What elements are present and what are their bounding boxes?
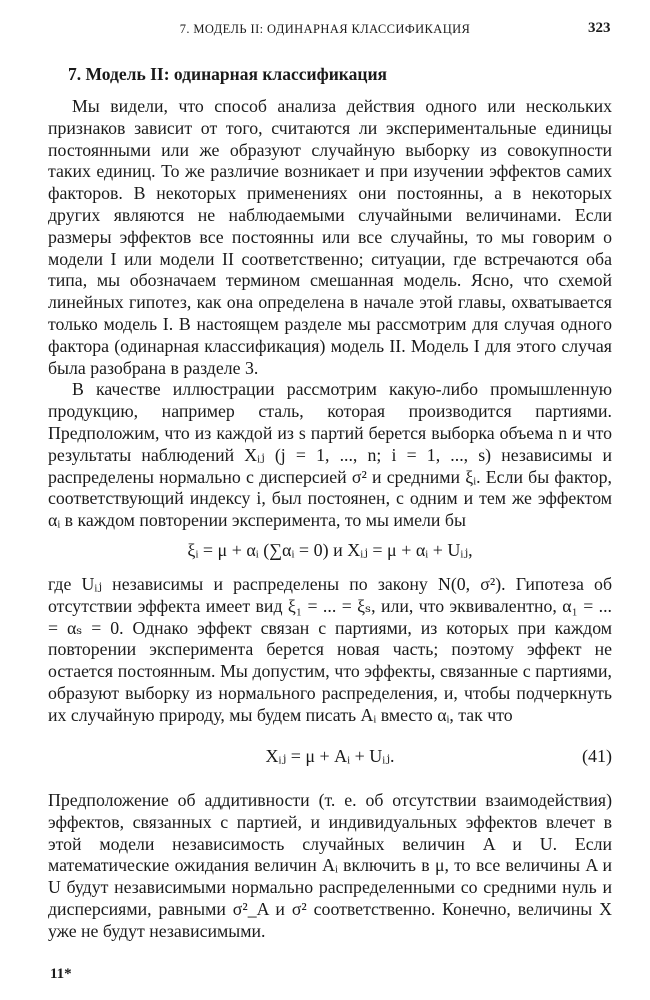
paragraph-1: Мы видели, что способ анализа действия одного или нескольких признаков зависит от того, считаются ли экспериментальные единицы постоянными или же образуют случайную выборку из совокупности таких единиц. То же различие возникает и при изучении эффектов самих факторов. В некоторых применениях они постоянны, а в некоторых других являются не наблюдаемыми случайными величинами. Если размеры эффектов все постоянны или все случайны, то мы говорим о модели I или модели II соответственно; ситуации, где встречаются оба типа, мы обозначаем термином смешанная модель. Ясно, что схемой линейных гипотез, как она определена в начале этой главы, охватывается только модель I. В настоящем разделе мы рассмотрим для случая одного фактора (одинарная классификация) модель II. Модель I для этого случая была разобрана в разделе 3.	[48, 96, 612, 378]
paragraph-block-4	[48, 790, 612, 943]
formula-41	[48, 746, 612, 767]
paragraph-4: Предположение об аддитивности (т. е. об отсутствии взаимодействия) эффектов, связанных с партией, и индивидуальных эффектов влечет в этой модели независимость случайных величин A и U. Если математические ожидания величин Aᵢ включить в μ, то все величины A и U будут независимыми нормально распределенными со средними нуль и дисперсиями, равными σ²_A и σ² соответственно. Конечно, величины X уже не будут независимыми.	[48, 790, 612, 941]
page-number: 323	[588, 20, 611, 36]
formula-41-body: Xᵢⱼ = μ + Aᵢ + Uᵢⱼ.	[265, 746, 395, 766]
formula-xi-alpha: ξᵢ = μ + αᵢ (∑αᵢ = 0) и Xᵢⱼ = μ + αᵢ + Uᵢⱼ,	[187, 540, 473, 560]
section-title: 7. Модель II: одинарная классификация	[68, 64, 388, 84]
paragraph-block-3	[48, 574, 612, 727]
signature-mark: 11*	[50, 966, 72, 982]
equation-number: (41)	[582, 746, 612, 766]
paragraph-block-1	[48, 96, 612, 532]
running-head: 7. МОДЕЛЬ II: ОДИНАРНАЯ КЛАССИФИКАЦИЯ	[179, 22, 471, 36]
paragraph-2: В качестве иллюстрации рассмотрим какую-либо промышленную продукцию, например сталь, которая производится партиями. Предположим, что из каждой из s партий берется выборка объема n и что результаты наблюдений Xᵢⱼ (j = 1, ..., n; i = 1, ..., s) независимы и распределены нормально с дисперсией σ² и средними ξᵢ. Если бы фактор, соответствующий индексу i, был постоянен, с одним и тем же эффектом αᵢ в каждом повторении эксперимента, то мы имели бы	[48, 379, 612, 531]
paragraph-3: где Uᵢⱼ независимы и распределены по закону N(0, σ²). Гипотеза об отсутствии эффекта имеет вид ξ₁ = ... = ξₛ, или, что эквивалентно, α₁ = ... = αₛ = 0. Однако эффект связан с партиями, из которых при каждом повторении эксперимента берется новая часть; поэтому эффект не остается постоянным. Мы допустим, что эффекты, связанные с партиями, образуют выборку из нормального распределения, и, чтобы подчеркнуть их случайную природу, мы будем писать Aᵢ вместо αᵢ, так что	[48, 574, 612, 725]
